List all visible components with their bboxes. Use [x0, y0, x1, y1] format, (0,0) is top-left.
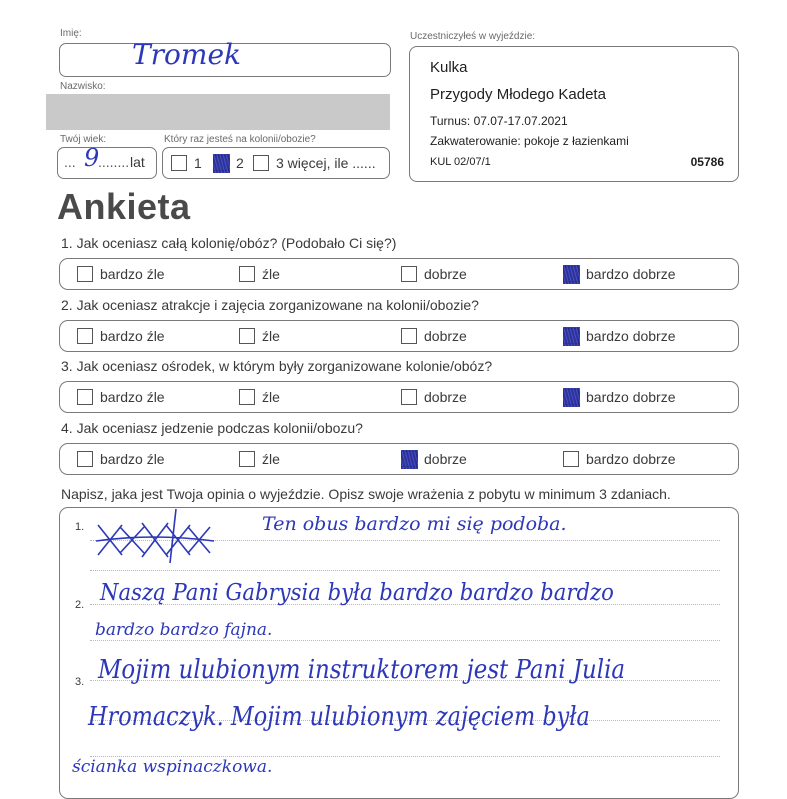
- trip-program: Przygody Młodego Kadeta: [430, 86, 606, 103]
- trip-name: Kulka: [430, 59, 468, 76]
- question-text: 2. Jak oceniasz atrakcje i zajęcia zorganizowane na kolonii/obozie?: [61, 297, 479, 313]
- answer-checkbox[interactable]: [401, 328, 417, 344]
- answer-label: bardzo dobrze: [586, 328, 676, 344]
- answer-checkbox[interactable]: [563, 328, 579, 344]
- answer-label: bardzo źle: [100, 266, 165, 282]
- first-name-field[interactable]: [59, 38, 391, 77]
- trip-info-box: [409, 46, 739, 182]
- essay-prompt: Napisz, jaka jest Twoja opinia o wyjeździe. Opisz swoje wrażenia z pobytu w minimum 3 zdaniach.: [61, 486, 671, 502]
- essay-line-6: ścianka wspinaczkowa.: [72, 757, 273, 777]
- answer-checkbox[interactable]: [401, 451, 417, 467]
- answer-option[interactable]: [401, 259, 467, 289]
- last-name-label: Nazwisko:: [60, 81, 106, 92]
- answer-row: [59, 320, 739, 352]
- answer-row: [59, 381, 739, 413]
- answer-checkbox[interactable]: [239, 389, 255, 405]
- times-option-1[interactable]: 1: [171, 148, 202, 178]
- question-text: 1. Jak oceniasz całą kolonię/obóz? (Podobało Ci się?): [61, 235, 397, 251]
- times-checkbox-3[interactable]: [253, 155, 269, 171]
- answer-option[interactable]: [401, 444, 467, 474]
- trip-label: Uczestniczyłeś w wyjeździe:: [410, 31, 536, 42]
- answer-label: źle: [262, 328, 280, 344]
- essay-line-3: bardzo bardzo fajna.: [95, 620, 273, 640]
- answer-checkbox[interactable]: [401, 266, 417, 282]
- answer-option[interactable]: [563, 444, 676, 474]
- last-name-redacted: [46, 94, 390, 130]
- answer-checkbox[interactable]: [239, 328, 255, 344]
- question-text: 4. Jak oceniasz jedzenie podczas kolonii/obozu?: [61, 420, 363, 436]
- essay-number-2: 2.: [75, 599, 85, 611]
- answer-checkbox[interactable]: [239, 451, 255, 467]
- essay-line-1: Ten obus bardzo mi się podoba.: [262, 513, 567, 535]
- answer-label: bardzo dobrze: [586, 266, 676, 282]
- answer-label: źle: [262, 389, 280, 405]
- answer-option[interactable]: [563, 382, 676, 412]
- answer-label: bardzo dobrze: [586, 389, 676, 405]
- page-title: Ankieta: [57, 186, 191, 227]
- age-label: Twój wiek:: [60, 134, 107, 145]
- answer-label: bardzo źle: [100, 451, 165, 467]
- times-label: Który raz jesteś na kolonii/obozie?: [164, 134, 316, 145]
- times-checkbox-1[interactable]: [171, 155, 187, 171]
- trip-turnus: Turnus: 07.07-17.07.2021: [430, 114, 568, 128]
- first-name-label: Imię:: [60, 28, 82, 39]
- answer-label: dobrze: [424, 451, 467, 467]
- answer-checkbox[interactable]: [77, 389, 93, 405]
- trip-accommodation: Zakwaterowanie: pokoje z łazienkami: [430, 134, 629, 148]
- answer-option[interactable]: [77, 444, 165, 474]
- answer-option[interactable]: [77, 259, 165, 289]
- answer-checkbox[interactable]: [77, 266, 93, 282]
- essay-line-2: Naszą Pani Gabrysia była bardzo bardzo bardzo: [100, 580, 614, 606]
- times-option-2[interactable]: 2: [213, 148, 244, 178]
- answer-option[interactable]: [239, 382, 280, 412]
- answer-label: źle: [262, 266, 280, 282]
- answer-checkbox[interactable]: [77, 451, 93, 467]
- answer-option[interactable]: [77, 382, 165, 412]
- answer-option[interactable]: [77, 321, 165, 351]
- age-unit: lat: [130, 154, 145, 170]
- age-dots-left: ...: [64, 154, 76, 170]
- times-checkbox-2[interactable]: [213, 155, 229, 171]
- answer-label: dobrze: [424, 266, 467, 282]
- answer-option[interactable]: [401, 382, 467, 412]
- answer-option[interactable]: [239, 259, 280, 289]
- age-value: 9: [84, 144, 100, 172]
- crossed-out-scribble: [92, 505, 222, 567]
- answer-checkbox[interactable]: [563, 451, 579, 467]
- first-name-value: Tromek: [132, 38, 242, 71]
- answer-checkbox[interactable]: [239, 266, 255, 282]
- answer-label: bardzo źle: [100, 389, 165, 405]
- answer-checkbox[interactable]: [563, 389, 579, 405]
- answer-label: dobrze: [424, 328, 467, 344]
- answer-label: dobrze: [424, 389, 467, 405]
- essay-rule: [90, 570, 720, 571]
- age-field[interactable]: [57, 144, 157, 179]
- answer-option[interactable]: [563, 321, 676, 351]
- essay-number-3: 3.: [75, 676, 85, 688]
- age-dots-right: ........: [98, 154, 130, 170]
- trip-number: 05786: [690, 155, 724, 169]
- times-option-3[interactable]: 3 więcej, ile ......: [253, 148, 376, 178]
- essay-line-4: Mojim ulubionym instruktorem jest Pani Julia: [98, 655, 626, 685]
- answer-checkbox[interactable]: [563, 266, 579, 282]
- answer-option[interactable]: [401, 321, 467, 351]
- answer-label: źle: [262, 451, 280, 467]
- essay-rule: [90, 640, 720, 641]
- answer-label: bardzo źle: [100, 328, 165, 344]
- times-field: [162, 147, 390, 179]
- answer-option[interactable]: [239, 321, 280, 351]
- answer-option[interactable]: [563, 259, 676, 289]
- answer-label: bardzo dobrze: [586, 451, 676, 467]
- answer-option[interactable]: [239, 444, 280, 474]
- answer-row: [59, 443, 739, 475]
- question-text: 3. Jak oceniasz ośrodek, w którym były zorganizowane kolonie/obóz?: [61, 358, 493, 374]
- essay-number-1: 1.: [75, 521, 85, 533]
- answer-row: [59, 258, 739, 290]
- answer-checkbox[interactable]: [401, 389, 417, 405]
- trip-code: KUL 02/07/1: [430, 156, 491, 168]
- essay-line-5: Hromaczyk. Mojim ulubionym zajęciem była: [88, 702, 590, 732]
- answer-checkbox[interactable]: [77, 328, 93, 344]
